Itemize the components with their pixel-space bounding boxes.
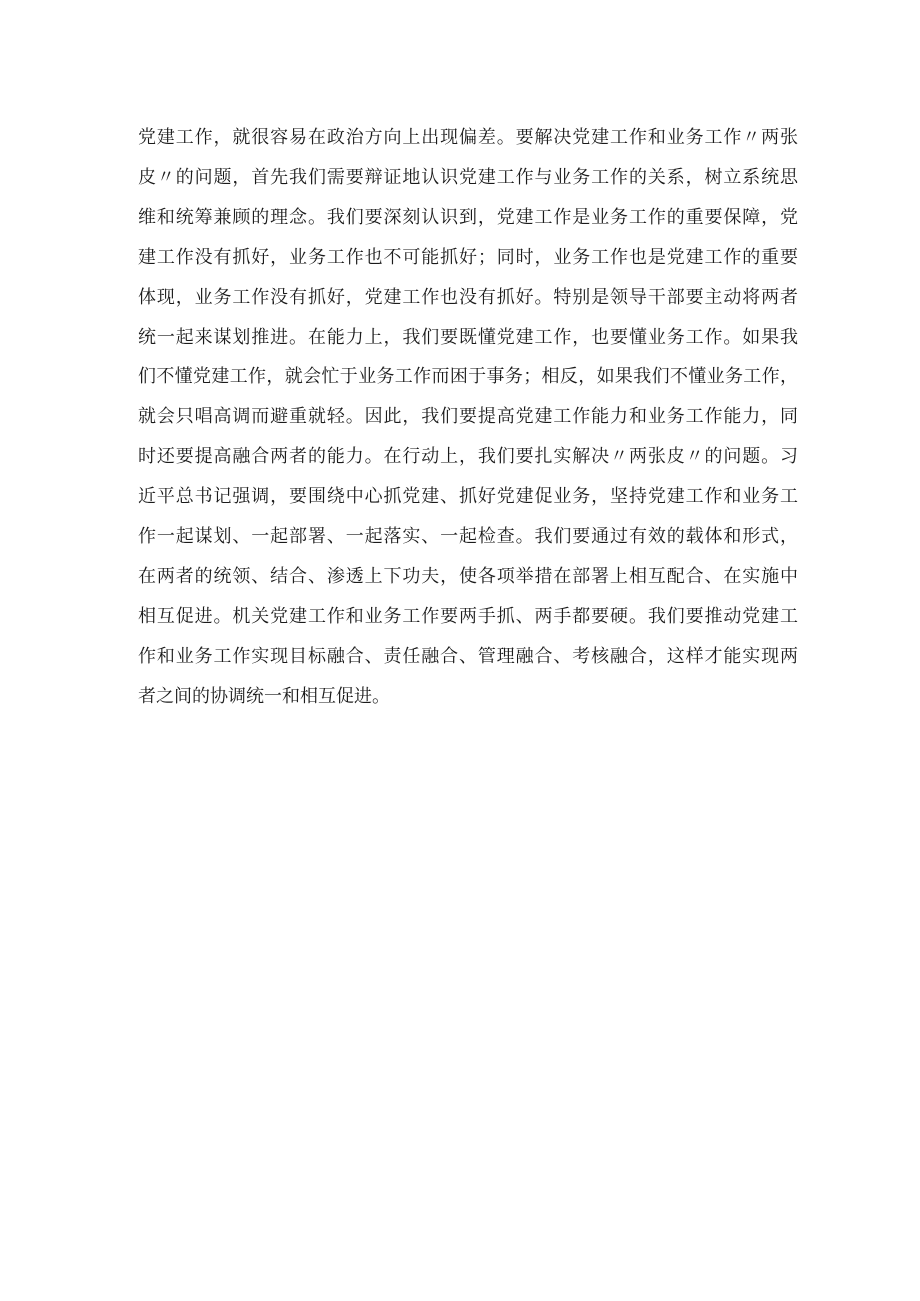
paragraph-line-13: 相互促进。机关党建工作和业务工作要两手抓、两手都要硬。我们要推动党建工 xyxy=(138,605,798,627)
paragraph-line-1: 党建工作，就很容易在政治方向上出现偏差。要解决党建工作和业务工作〃两张 xyxy=(138,127,798,148)
paragraph-line-9: 时还要提高融合两者的能力。在行动上，我们要扎实解决〃两张皮〃的问题。习 xyxy=(138,446,798,468)
paragraph-line-15: 者之间的协调统一和相互促进。 xyxy=(138,685,390,707)
paragraph-line-5: 体现，业务工作没有抓好，党建工作也没有抓好。特别是领导干部要主动将两者 xyxy=(138,286,798,308)
paragraph-line-12: 在两者的统领、结合、渗透上下功夫，使各项举措在部署上相互配合、在实施中 xyxy=(138,565,798,587)
paragraph-line-11: 作一起谋划、一起部署、一起落实、一起检查。我们要通过有效的载体和形式， xyxy=(138,526,798,548)
paragraph-line-7: 们不懂党建工作，就会忙于业务工作而困于事务；相反，如果我们不懂业务工作， xyxy=(138,366,798,388)
paragraph-line-14: 作和业务工作实现目标融合、责任融合、管理融合、考核融合，这样才能实现两 xyxy=(138,645,798,667)
paragraph-line-2: 皮〃的问题，首先我们需要辩证地认识党建工作与业务工作的关系，树立系统思 xyxy=(138,166,798,188)
paragraph-line-4: 建工作没有抓好，业务工作也不可能抓好；同时，业务工作也是党建工作的重要 xyxy=(138,246,798,268)
paragraph-line-3: 维和统筹兼顾的理念。我们要深刻认识到，党建工作是业务工作的重要保障，党 xyxy=(138,206,798,228)
paragraph-line-10: 近平总书记强调，要围绕中心抓党建、抓好党建促业务，坚持党建工作和业务工 xyxy=(138,486,798,508)
body-paragraph xyxy=(138,118,798,717)
paragraph-line-6: 统一起来谋划推进。在能力上，我们要既懂党建工作，也要懂业务工作。如果我 xyxy=(138,326,798,348)
paragraph-line-8: 就会只唱高调而避重就轻。因此，我们要提高党建工作能力和业务工作能力，同 xyxy=(138,406,798,428)
